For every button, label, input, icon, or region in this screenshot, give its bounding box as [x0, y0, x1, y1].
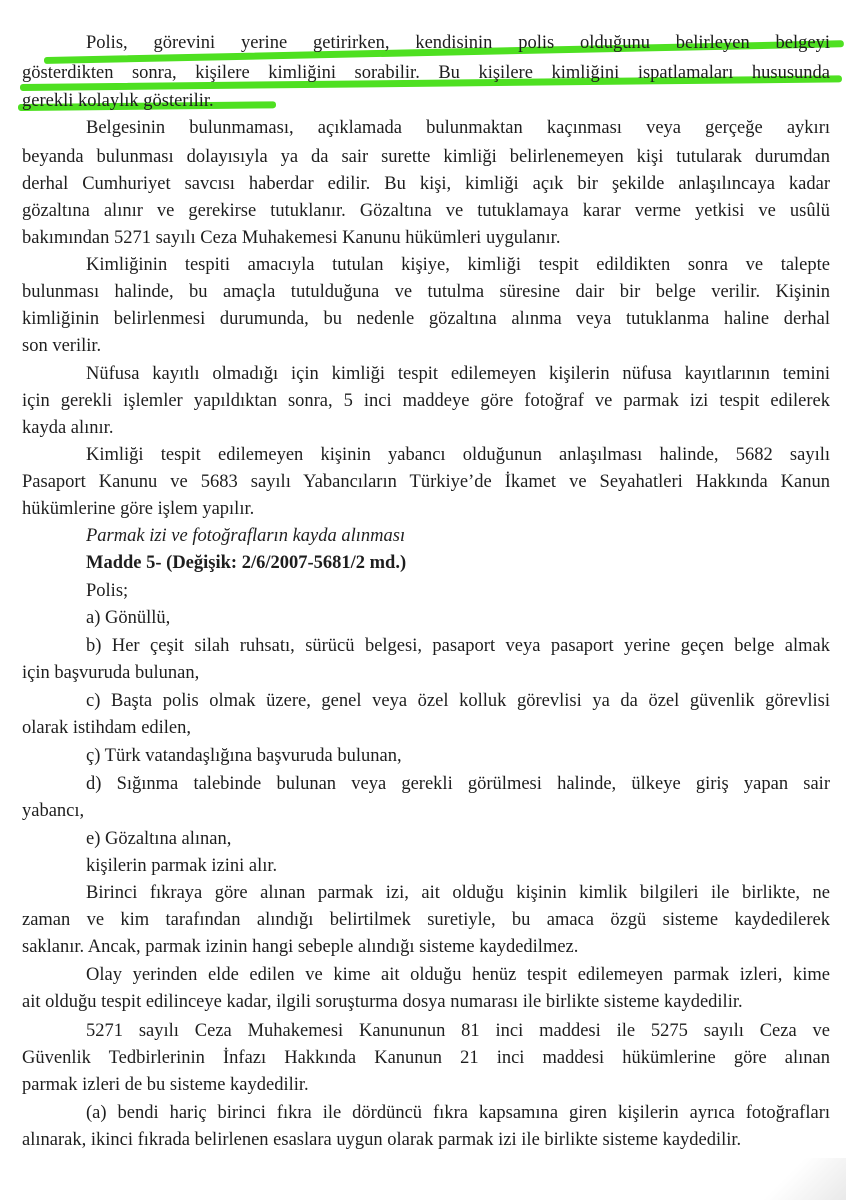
text-line: beyanda bulunması dolayısıyla ya da sair surette kimliği belirlenemeyen kişi tutularak durumdan — [22, 147, 830, 167]
text-line: zaman ve kim tarafından alındığı belirtilmek suretiyle, bu amaca özgü sisteme kaydedilerek — [22, 910, 830, 930]
list-item: e) Gözaltına alınan, — [86, 829, 232, 849]
text-line: Polis, görevini yerine getirirken, kendisinin polis olduğunu belirleyen belgeyi — [86, 33, 830, 53]
article-heading: Parmak izi ve fotoğrafların kayda alınması — [86, 526, 406, 546]
text-line: Nüfusa kayıtlı olmadığı için kimliği tespit edilemeyen kişilerin nüfusa kayıtlarının temini — [86, 364, 830, 384]
text-line: saklanır. Ancak, parmak izinin hangi sebeple alındığı sisteme kaydedilmez. — [22, 937, 579, 957]
text-line: Kimliğinin tespiti amacıyla tutulan kişiye, kimliği tespit edildikten sonra ve talepte — [86, 255, 830, 275]
page-corner-shadow — [750, 1158, 846, 1200]
text-line: ait olduğu tespit edilinceye kadar, ilgili soruşturma dosya numarası ile birlikte sisteme kaydedilir. — [22, 992, 743, 1012]
text-line: olarak istihdam edilen, — [22, 718, 192, 738]
text-line: alınarak, ikinci fıkrada belirlenen esaslara uygun olarak parmak izi ile birlikte sisteme kaydedilir. — [22, 1130, 742, 1150]
text-line: bulunması halinde, bu amaçla tutulduğuna ve tutulma süresine dair bir belge verilir. Kişinin — [22, 282, 830, 302]
text-line: Belgesinin bulunmaması, açıklamada bulunmaktan kaçınması veya gerçeğe aykırı — [86, 118, 830, 138]
text-line: derhal Cumhuriyet savcısı haberdar edilir. Bu kişi, kimliği açık bir şekilde anlaşılıncaya kadar — [22, 174, 830, 194]
text-line: için gerekli işlemler yapıldıktan sonra, 5 inci maddeye göre fotoğraf ve parmak izi tespit edilerek — [22, 391, 830, 411]
list-item: c) Başta polis olmak üzere, genel veya özel kolluk görevlisi ya da özel güvenlik görevlisi — [86, 691, 830, 711]
list-item: a) Gönüllü, — [86, 608, 171, 628]
text-line: Polis; — [86, 581, 129, 601]
list-item: d) Sığınma talebinde bulunan veya gerekli görülmesi halinde, ülkeye giriş yapan sair — [86, 774, 830, 794]
text-line: Güvenlik Tedbirlerinin İnfazı Hakkında Kanunun 21 inci maddesi hükümlerine göre alınan — [22, 1048, 830, 1068]
text-line: 5271 sayılı Ceza Muhakemesi Kanununun 81 inci maddesi ile 5275 sayılı Ceza ve — [86, 1021, 830, 1041]
text-line: parmak izleri de bu sisteme kaydedilir. — [22, 1075, 309, 1095]
text-line: gösterdikten sonra, kişilere kimliğini sorabilir. Bu kişilere kimliğini ispatlamaları hususunda — [22, 63, 830, 83]
text-line: kimliğinin belirlenmesi durumunda, bu nedenle gözaltına alınma veya tutuklanma haline derhal — [22, 309, 830, 329]
text-line: gözaltına alınır ve gerekirse tutuklanır. Gözaltına ve tutuklamaya karar verme yetkisi ve usûlü — [22, 201, 830, 221]
article-title: Madde 5- (Değişik: 2/6/2007-5681/2 md.) — [86, 553, 407, 573]
text-line: gerekli kolaylık gösterilir. — [22, 91, 214, 111]
text-line: yabancı, — [22, 801, 85, 821]
text-line: Olay yerinden elde edilen ve kime ait olduğu henüz tespit edilemeyen parmak izleri, kime — [86, 965, 830, 985]
list-item: ç) Türk vatandaşlığına başvuruda bulunan, — [86, 746, 402, 766]
text-line: Pasaport Kanunu ve 5683 sayılı Yabancıların Türkiye’de İkamet ve Seyahatleri Hakkında Kanun — [22, 472, 830, 492]
text-line: kişilerin parmak izini alır. — [86, 856, 278, 876]
text-line: bakımından 5271 sayılı Ceza Muhakemesi Kanunu hükümleri uygulanır. — [22, 228, 561, 248]
text-line: için başvuruda bulunan, — [22, 663, 200, 683]
text-line: Birinci fıkraya göre alınan parmak izi, ait olduğu kişinin kimlik bilgileri ile birlikte, ne — [86, 883, 830, 903]
text-line: Kimliği tespit edilemeyen kişinin yabancı olduğunun anlaşılması halinde, 5682 sayılı — [86, 445, 830, 465]
text-line: (a) bendi hariç birinci fıkra ile dördüncü fıkra kapsamına giren kişilerin ayrıca fotoğrafları — [86, 1103, 830, 1123]
list-item: b) Her çeşit silah ruhsatı, sürücü belgesi, pasaport veya pasaport yerine geçen belge almak — [86, 636, 830, 656]
text-line: hükümlerine göre işlem yapılır. — [22, 499, 255, 519]
text-line: kayda alınır. — [22, 418, 114, 438]
text-line: son verilir. — [22, 336, 102, 356]
